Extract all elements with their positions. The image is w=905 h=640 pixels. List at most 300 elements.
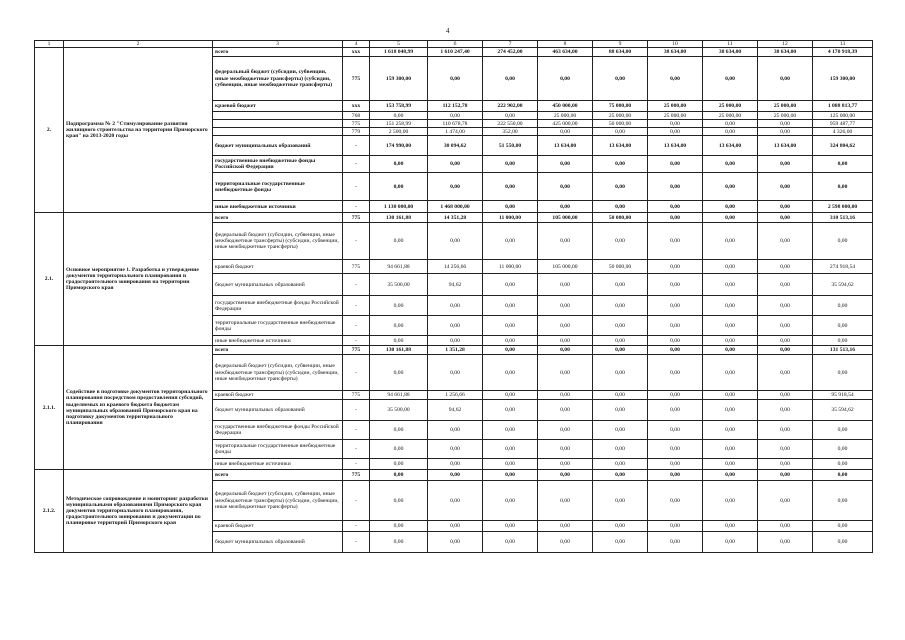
funding-source: иные внебюджетные источники [213, 336, 343, 346]
total-amount: 0,00 [813, 223, 873, 260]
year-amount: 0,00 [370, 173, 428, 201]
year-amount: 0,00 [538, 223, 593, 260]
budget-code: 775 [343, 346, 370, 355]
year-amount: 0,00 [648, 481, 703, 521]
budget-code: - [343, 440, 370, 459]
year-amount: 1 256,66 [428, 391, 483, 400]
year-amount: 0,00 [758, 336, 813, 346]
year-amount: 0,00 [370, 459, 428, 470]
year-amount: 94,62 [428, 274, 483, 296]
year-amount: 0,00 [593, 355, 648, 391]
year-amount: 13 634,00 [703, 136, 758, 156]
total-amount: 35 594,62 [813, 274, 873, 296]
year-amount: 0,00 [593, 223, 648, 260]
funding-source: территориальные государственные внебюджетные фонды [213, 173, 343, 201]
year-amount: 0,00 [758, 173, 813, 201]
column-number: 3 [213, 41, 343, 48]
year-amount: 0,00 [538, 128, 593, 136]
column-number: 6 [428, 41, 483, 48]
year-amount: 38 634,00 [703, 48, 758, 57]
year-amount: 450 000,00 [538, 101, 593, 112]
year-amount: 0,00 [483, 521, 538, 532]
year-amount: 0,00 [758, 156, 813, 173]
year-amount: 0,00 [703, 459, 758, 470]
year-amount: 0,00 [648, 213, 703, 223]
total-amount: 0,00 [813, 470, 873, 481]
budget-code: - [343, 481, 370, 521]
budget-table [34, 40, 873, 553]
year-amount: 0,00 [428, 336, 483, 346]
year-amount: 0,00 [593, 156, 648, 173]
year-amount: 0,00 [758, 459, 813, 470]
year-amount: 0,00 [648, 532, 703, 553]
item-number: 2.1.2. [35, 470, 64, 553]
year-amount: 25 000,00 [538, 112, 593, 120]
year-amount: 0,00 [703, 470, 758, 481]
budget-code: ххх [343, 48, 370, 57]
total-amount: 4 326,00 [813, 128, 873, 136]
year-amount: 0,00 [370, 481, 428, 521]
year-amount: 0,00 [370, 223, 428, 260]
year-amount: 0,00 [758, 346, 813, 355]
year-amount: 0,00 [648, 128, 703, 136]
year-amount: 0,00 [428, 296, 483, 316]
budget-code: ххх [343, 101, 370, 112]
funding-source: федеральный бюджет (субсидии, субвенции, иные межбюджетные трансферты) (субсидии, субвенции, иные межбюджетные трансферты) [213, 481, 343, 521]
year-amount: 0,00 [593, 346, 648, 355]
budget-code: 775 [343, 57, 370, 101]
year-amount: 0,00 [758, 421, 813, 440]
year-amount: 0,00 [538, 336, 593, 346]
program-name: Основное мероприятие 1. Разработка и утверждение документов территориального планирования и градостроительного зонирования на территории Приморского края [64, 213, 213, 346]
year-amount: 0,00 [703, 391, 758, 400]
budget-code: - [343, 532, 370, 553]
year-amount: 0,00 [703, 355, 758, 391]
year-amount: 0,00 [483, 336, 538, 346]
year-amount: 0,00 [483, 296, 538, 316]
funding-source: бюджет муниципальных образований [213, 532, 343, 553]
column-number: 12 [758, 41, 813, 48]
year-amount: 0,00 [428, 459, 483, 470]
year-amount: 0,00 [758, 120, 813, 128]
year-amount: 352,00 [483, 128, 538, 136]
year-amount: 0,00 [648, 223, 703, 260]
year-amount: 0,00 [648, 459, 703, 470]
year-amount: 222 550,00 [483, 120, 538, 128]
year-amount: 0,00 [758, 532, 813, 553]
year-amount: 1 610 247,40 [428, 48, 483, 57]
year-amount: 0,00 [648, 120, 703, 128]
year-amount: 0,00 [648, 316, 703, 336]
year-amount: 0,00 [648, 173, 703, 201]
year-amount: 0,00 [593, 128, 648, 136]
year-amount: 0,00 [538, 316, 593, 336]
year-amount: 0,00 [483, 355, 538, 391]
year-amount: 0,00 [703, 296, 758, 316]
year-amount: 13 634,00 [538, 136, 593, 156]
year-amount: 0,00 [703, 128, 758, 136]
year-amount: 1 351,28 [428, 346, 483, 355]
funding-source [213, 112, 343, 120]
budget-table-body [35, 41, 873, 553]
year-amount: 35 500,00 [370, 274, 428, 296]
year-amount: 105 000,00 [538, 260, 593, 274]
year-amount: 0,00 [483, 274, 538, 296]
year-amount: 0,00 [703, 421, 758, 440]
total-amount: 0,00 [813, 316, 873, 336]
year-amount: 425 000,00 [538, 120, 593, 128]
funding-source [213, 128, 343, 136]
funding-source: бюджет муниципальных образований [213, 274, 343, 296]
column-number: 9 [593, 41, 648, 48]
year-amount: 0,00 [538, 274, 593, 296]
budget-code: - [343, 296, 370, 316]
year-amount: 0,00 [483, 156, 538, 173]
funding-source: иные внебюджетные источники [213, 459, 343, 470]
year-amount: 0,00 [428, 57, 483, 101]
year-amount: 0,00 [593, 296, 648, 316]
total-amount: 159 300,00 [813, 57, 873, 101]
year-amount: 112 152,78 [428, 101, 483, 112]
column-number-row [35, 41, 873, 48]
year-amount: 0,00 [538, 421, 593, 440]
year-amount: 105 000,00 [538, 213, 593, 223]
year-amount: 0,00 [648, 201, 703, 213]
year-amount: 2 500,00 [370, 128, 428, 136]
table-row [35, 470, 873, 481]
column-number: 8 [538, 41, 593, 48]
year-amount: 0,00 [483, 201, 538, 213]
year-amount: 153 758,99 [370, 101, 428, 112]
year-amount: 0,00 [428, 173, 483, 201]
column-number: 13 [813, 41, 873, 48]
year-amount: 38 634,00 [758, 48, 813, 57]
year-amount: 0,00 [593, 481, 648, 521]
year-amount: 0,00 [370, 296, 428, 316]
year-amount: 0,00 [758, 201, 813, 213]
year-amount: 0,00 [648, 391, 703, 400]
total-amount: 0,00 [813, 156, 873, 173]
year-amount: 0,00 [483, 532, 538, 553]
budget-code: 775 [343, 470, 370, 481]
funding-source: территориальные государственные внебюджетные фонды [213, 316, 343, 336]
year-amount: 13 634,00 [758, 136, 813, 156]
item-number: 2.1. [35, 213, 64, 346]
total-amount: 0,00 [813, 521, 873, 532]
program-name: Подпрограмма № 2 "Стимулирование развития жилищного строительства на территории Приморского края" на 2013-2020 годы [64, 48, 213, 213]
year-amount: 0,00 [648, 355, 703, 391]
year-amount: 0,00 [648, 421, 703, 440]
budget-code: - [343, 316, 370, 336]
total-amount: 131 513,16 [813, 346, 873, 355]
funding-source: государственные внебюджетные фонды Российской Федерации [213, 296, 343, 316]
year-amount: 25 000,00 [758, 112, 813, 120]
year-amount: 0,00 [370, 112, 428, 120]
program-name: Содействие в подготовке документов территориального планирования посредством предоставления субсидий, выделяемых из краевого бюджета бюджетам муниципальных образований Приморского края на подготовку документов территориального планирования [64, 346, 213, 470]
year-amount: 0,00 [703, 481, 758, 521]
year-amount: 0,00 [370, 532, 428, 553]
year-amount: 50 000,00 [593, 213, 648, 223]
year-amount: 0,00 [593, 470, 648, 481]
column-number: 4 [343, 41, 370, 48]
total-amount: 0,00 [813, 440, 873, 459]
year-amount: 0,00 [370, 521, 428, 532]
item-number: 2.1.1. [35, 346, 64, 470]
budget-code: - [343, 274, 370, 296]
year-amount: 0,00 [758, 400, 813, 421]
year-amount: 174 990,00 [370, 136, 428, 156]
year-amount: 1 474,00 [428, 128, 483, 136]
year-amount: 274 452,00 [483, 48, 538, 57]
total-amount: 4 170 918,39 [813, 48, 873, 57]
year-amount: 25 000,00 [593, 112, 648, 120]
funding-source: федеральный бюджет (субсидии, субвенции, иные межбюджетные трансферты) (субсидии, субвенции, иные межбюджетные трансферты) [213, 57, 343, 101]
year-amount: 94 661,88 [370, 391, 428, 400]
year-amount: 0,00 [483, 459, 538, 470]
year-amount: 0,00 [758, 481, 813, 521]
year-amount: 0,00 [483, 316, 538, 336]
year-amount: 1 468 000,00 [428, 201, 483, 213]
year-amount: 151 258,99 [370, 120, 428, 128]
budget-code: - [343, 336, 370, 346]
year-amount: 0,00 [428, 521, 483, 532]
year-amount: 0,00 [703, 440, 758, 459]
year-amount: 0,00 [593, 391, 648, 400]
year-amount: 0,00 [648, 156, 703, 173]
year-amount: 0,00 [703, 400, 758, 421]
budget-code: - [343, 136, 370, 156]
table-row [35, 346, 873, 355]
funding-source: краевой бюджет [213, 101, 343, 112]
year-amount: 0,00 [593, 421, 648, 440]
year-amount: 0,00 [648, 440, 703, 459]
year-amount: 14 351,28 [428, 213, 483, 223]
year-amount: 25 000,00 [648, 101, 703, 112]
year-amount: 0,00 [428, 156, 483, 173]
year-amount: 0,00 [703, 316, 758, 336]
year-amount: 0,00 [428, 532, 483, 553]
year-amount: 0,00 [648, 400, 703, 421]
year-amount: 0,00 [758, 274, 813, 296]
year-amount: 0,00 [370, 355, 428, 391]
funding-source: всего [213, 346, 343, 355]
total-amount: 0,00 [813, 481, 873, 521]
year-amount: 0,00 [593, 400, 648, 421]
year-amount: 0,00 [538, 481, 593, 521]
funding-source [213, 120, 343, 128]
year-amount: 0,00 [483, 223, 538, 260]
year-amount: 11 000,00 [483, 213, 538, 223]
year-amount: 25 000,00 [703, 112, 758, 120]
year-amount: 0,00 [593, 201, 648, 213]
year-amount: 0,00 [538, 440, 593, 459]
year-amount: 0,00 [593, 440, 648, 459]
year-amount: 0,00 [593, 274, 648, 296]
funding-source: краевой бюджет [213, 521, 343, 532]
funding-source: территориальные государственные внебюджетные фонды [213, 440, 343, 459]
year-amount: 0,00 [758, 223, 813, 260]
year-amount: 0,00 [758, 391, 813, 400]
year-amount: 11 000,00 [483, 260, 538, 274]
total-amount: 0,00 [813, 336, 873, 346]
total-amount: 0,00 [813, 532, 873, 553]
page-number: 4 [446, 27, 450, 35]
funding-source: краевой бюджет [213, 391, 343, 400]
year-amount: 35 500,00 [370, 400, 428, 421]
year-amount: 0,00 [758, 57, 813, 101]
year-amount: 1 618 048,99 [370, 48, 428, 57]
year-amount: 13 634,00 [648, 136, 703, 156]
year-amount: 0,00 [703, 336, 758, 346]
year-amount: 0,00 [428, 440, 483, 459]
budget-code: 775 [343, 213, 370, 223]
year-amount: 0,00 [428, 481, 483, 521]
budget-code: - [343, 400, 370, 421]
funding-source: федеральный бюджет (субсидии, субвенции, иные межбюджетные трансферты) (субсидии, субвенции, иные межбюджетные трансферты) [213, 223, 343, 260]
year-amount: 0,00 [648, 346, 703, 355]
total-amount: 0,00 [813, 421, 873, 440]
funding-source: бюджет муниципальных образований [213, 136, 343, 156]
item-number: 2. [35, 48, 64, 213]
year-amount: 30 094,62 [428, 136, 483, 156]
year-amount: 0,00 [538, 156, 593, 173]
year-amount: 0,00 [538, 532, 593, 553]
year-amount: 0,00 [370, 156, 428, 173]
year-amount: 130 161,88 [370, 213, 428, 223]
budget-code: 775 [343, 120, 370, 128]
year-amount: 0,00 [758, 470, 813, 481]
year-amount: 0,00 [648, 470, 703, 481]
funding-source: всего [213, 470, 343, 481]
funding-source: государственные внебюджетные фонды Российской Федерации [213, 421, 343, 440]
year-amount: 0,00 [483, 421, 538, 440]
budget-code: - [343, 355, 370, 391]
year-amount: 50 000,00 [593, 260, 648, 274]
year-amount: 0,00 [648, 260, 703, 274]
budget-code: 768 [343, 112, 370, 120]
table-row [35, 213, 873, 223]
budget-code: - [343, 521, 370, 532]
year-amount: 0,00 [758, 316, 813, 336]
year-amount: 0,00 [648, 296, 703, 316]
budget-code: 775 [343, 391, 370, 400]
year-amount: 0,00 [483, 440, 538, 459]
year-amount: 0,00 [428, 421, 483, 440]
year-amount: 0,00 [428, 112, 483, 120]
year-amount: 0,00 [370, 421, 428, 440]
total-amount: 1 088 813,77 [813, 101, 873, 112]
funding-source: краевой бюджет [213, 260, 343, 274]
year-amount: 0,00 [370, 440, 428, 459]
funding-source: бюджет муниципальных образований [213, 400, 343, 421]
budget-code: - [343, 173, 370, 201]
column-number: 7 [483, 41, 538, 48]
year-amount: 110 678,78 [428, 120, 483, 128]
year-amount: 0,00 [758, 440, 813, 459]
column-number: 2 [64, 41, 213, 48]
year-amount: 0,00 [703, 213, 758, 223]
budget-code: 775 [343, 260, 370, 274]
year-amount: 0,00 [758, 521, 813, 532]
year-amount: 0,00 [370, 336, 428, 346]
year-amount: 0,00 [648, 57, 703, 101]
table-row [35, 48, 873, 57]
year-amount: 0,00 [370, 470, 428, 481]
year-amount: 0,00 [703, 201, 758, 213]
total-amount: 959 487,77 [813, 120, 873, 128]
year-amount: 0,00 [758, 296, 813, 316]
total-amount: 95 918,54 [813, 391, 873, 400]
year-amount: 25 000,00 [758, 101, 813, 112]
budget-code: - [343, 201, 370, 213]
year-amount: 0,00 [593, 532, 648, 553]
year-amount: 0,00 [483, 346, 538, 355]
year-amount: 0,00 [538, 459, 593, 470]
budget-code: - [343, 421, 370, 440]
year-amount: 130 161,88 [370, 346, 428, 355]
year-amount: 0,00 [538, 201, 593, 213]
year-amount: 25 000,00 [703, 101, 758, 112]
funding-source: иные внебюджетные источники [213, 201, 343, 213]
year-amount: 0,00 [538, 296, 593, 316]
year-amount: 0,00 [648, 274, 703, 296]
year-amount: 0,00 [538, 173, 593, 201]
year-amount: 0,00 [703, 532, 758, 553]
year-amount: 0,00 [703, 120, 758, 128]
total-amount: 324 804,62 [813, 136, 873, 156]
year-amount: 13 634,00 [593, 136, 648, 156]
year-amount: 0,00 [593, 336, 648, 346]
year-amount: 0,00 [370, 316, 428, 336]
year-amount: 0,00 [593, 316, 648, 336]
total-amount: 0,00 [813, 459, 873, 470]
year-amount: 0,00 [703, 156, 758, 173]
year-amount: 25 000,00 [648, 112, 703, 120]
year-amount: 0,00 [703, 260, 758, 274]
column-number: 5 [370, 41, 428, 48]
funding-source: федеральный бюджет (субсидии, субвенции, иные межбюджетные трансферты) (субсидии, субвенции, иные межбюджетные трансферты) [213, 355, 343, 391]
total-amount: 125 000,00 [813, 112, 873, 120]
year-amount: 0,00 [538, 470, 593, 481]
total-amount: 2 598 000,00 [813, 201, 873, 213]
year-amount: 0,00 [483, 470, 538, 481]
year-amount: 0,00 [538, 57, 593, 101]
year-amount: 0,00 [703, 346, 758, 355]
year-amount: 0,00 [593, 173, 648, 201]
year-amount: 1 130 000,00 [370, 201, 428, 213]
year-amount: 222 902,00 [483, 101, 538, 112]
budget-code: - [343, 459, 370, 470]
funding-source: государственные внебюджетные фонды Российской Федерации [213, 156, 343, 173]
year-amount: 0,00 [593, 57, 648, 101]
column-number: 11 [703, 41, 758, 48]
year-amount: 14 256,66 [428, 260, 483, 274]
total-amount: 0,00 [813, 355, 873, 391]
column-number: 10 [648, 41, 703, 48]
year-amount: 0,00 [758, 355, 813, 391]
year-amount: 0,00 [483, 112, 538, 120]
year-amount: 0,00 [538, 346, 593, 355]
year-amount: 0,00 [758, 260, 813, 274]
year-amount: 94,62 [428, 400, 483, 421]
year-amount: 0,00 [593, 521, 648, 532]
year-amount: 0,00 [593, 459, 648, 470]
year-amount: 0,00 [703, 274, 758, 296]
year-amount: 0,00 [483, 481, 538, 521]
year-amount: 0,00 [428, 355, 483, 391]
year-amount: 0,00 [538, 521, 593, 532]
year-amount: 0,00 [758, 128, 813, 136]
